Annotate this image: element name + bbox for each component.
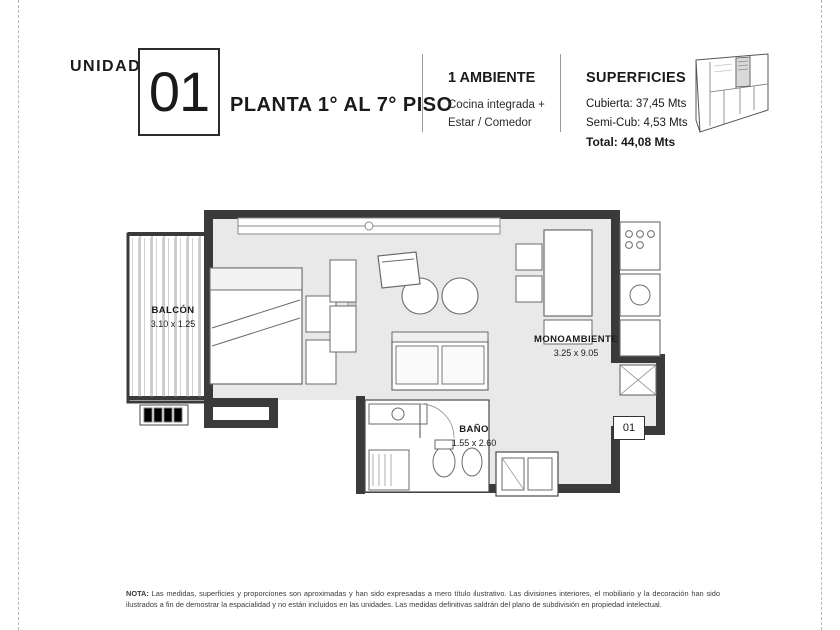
room-dims-monoambiente: 3.25 x 9.05: [553, 347, 599, 358]
superficie-total: Total: 44,08 Mts: [586, 134, 676, 149]
superficie-semicubierta: Semi-Cub: 4,53 Mts: [586, 116, 688, 129]
plan-unit-tag: 01: [613, 416, 645, 440]
room-name-monoambiente: MONOAMBIENTE: [534, 334, 618, 345]
footer-note: [126, 588, 720, 611]
room-name-balcon: BALCÓN: [151, 305, 195, 316]
room-dims-balcon: 3.10 x 1.25: [150, 318, 196, 329]
unidad-label: UNIDAD: [70, 58, 142, 75]
ambiente-line-2: Estar / Comedor: [448, 116, 532, 129]
superficie-cubierta: Cubierta: 37,45 Mts: [586, 98, 687, 110]
key-plan-diagram: [690, 48, 774, 140]
superficies-title: SUPERFICIES: [586, 70, 686, 86]
ambiente-title: 1 AMBIENTE: [448, 70, 536, 86]
divider-2: [560, 54, 561, 132]
page-title: PLANTA 1° AL 7° PISO: [230, 94, 453, 116]
divider-1: [422, 54, 423, 132]
room-name-bano: BAÑO: [459, 424, 489, 435]
footer-note-text: Las medidas, superficies y proporciones son aproximadas y han sido expresadas a mero título ilustrativo. Las divisiones interiores, el mobiliario y la decoración han sido ilustrados a fin de demostrar la espacialidad y no están incluidos en las unidades. Las medidas definitivas saldrán del plano de subdivisión en propiedad intelectual.: [126, 589, 720, 610]
room-dims-bano: 1.55 x 2.60: [451, 437, 497, 448]
unit-number-box: [138, 48, 220, 136]
floor-plan-drawing: [120, 200, 720, 510]
perforation-line-right: [821, 0, 822, 630]
ambiente-block: [448, 70, 558, 133]
unit-number: 01: [148, 60, 210, 123]
footer-note-label: NOTA:: [126, 589, 149, 598]
header: [70, 48, 770, 148]
perforation-line-left: [18, 0, 19, 630]
ambiente-line-1: Cocina integrada +: [448, 99, 545, 111]
